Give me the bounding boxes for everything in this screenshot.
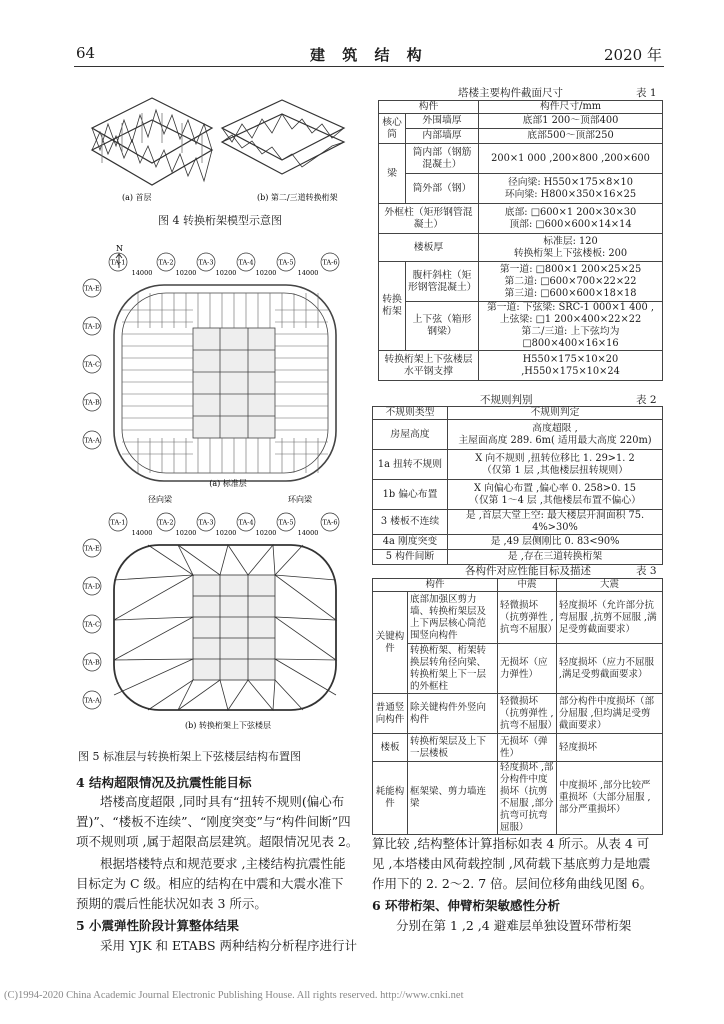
- t2-line: 高度超限 ,: [532, 422, 578, 434]
- axis-label: TA-E: [84, 284, 100, 293]
- t1-cell: 腹杆斜柱（矩形钢管混凝土）: [406, 262, 479, 302]
- t2-cell: 是 ,49 层侧刚比 0. 83<90%: [448, 535, 663, 550]
- t1-line: 第一道: □800×1 200×25×25: [499, 263, 642, 275]
- t2-line: X 向不规则 ,扭转位移比 1. 29>1. 2: [475, 452, 635, 464]
- t2-cell: 是 ,首层大堂上空: 最大楼层开洞面积 75. 4%>30%: [448, 510, 663, 535]
- table2-number: 表 2: [636, 394, 657, 406]
- axis-label: TA-A: [84, 436, 100, 445]
- axis-label: TA-D: [83, 582, 101, 591]
- t1-cell: 底部1 200～顶部400: [479, 114, 663, 129]
- t1-line: 径向梁: H550×175×8×10: [507, 176, 634, 188]
- dimension-label: 10200: [215, 269, 237, 277]
- t2-line: （仅第 1～4 层 ,其他楼层布置不偏心）: [469, 494, 641, 506]
- axis-label: TA-C: [84, 620, 100, 629]
- dimension-label: 10200: [255, 529, 277, 537]
- t3-cell: 中度损坏 ,部分比较严重损坏（大部分屈服 ,部分严重损坏）: [557, 762, 663, 835]
- fig5-sub-a: (a) 标准层: [209, 479, 247, 488]
- t1-cell: 梁: [379, 144, 406, 204]
- t3-cell: 无损坏（弹性）: [498, 734, 557, 762]
- p1-line: 置)”、“楼板不连续”、“刚度突变”与“构件间断”四: [76, 814, 351, 829]
- t1-line: 底部: □600×1 200×30×30: [504, 206, 637, 218]
- t2-cell: 5 构件间断: [373, 550, 448, 565]
- t3-cell: 耗能构件: [373, 762, 408, 835]
- figure5-caption: 图 5 标准层与转换桁架上下弦楼层结构布置图: [78, 750, 301, 763]
- t1-cell: H550×175×10×20 ,H550×175×10×24: [479, 351, 663, 381]
- t2-cell: 1b 偏心布置: [373, 480, 448, 510]
- t3-head: 大震: [557, 579, 663, 592]
- paragraph-3: 采用 YJK 和 ETABS 两种结构分析程序进行计: [100, 938, 358, 953]
- axis-label: TA-1: [110, 258, 126, 267]
- t1-line: 第二道: □600×700×22×22: [504, 275, 637, 287]
- journal-year: 2020 年: [604, 46, 662, 64]
- dimension-label: 14000: [131, 269, 153, 277]
- p2-line: 根据塔楼特点和规范要求 ,主楼结构抗震性能: [100, 856, 346, 871]
- dimension-label: 10200: [215, 529, 237, 537]
- truss-model-second-third: [222, 100, 344, 174]
- table1-title: 塔楼主要构件截面尺寸: [458, 87, 563, 99]
- axis-label: TA-B: [84, 658, 100, 667]
- t2-cell: 房屋高度: [373, 420, 448, 450]
- label-ring-beam: 环向梁: [288, 495, 312, 504]
- t3-cell: 轻度损坏: [557, 734, 663, 762]
- t2-cell: 4a 刚度突变: [373, 535, 448, 550]
- text-line: 算比较 ,结构整体计算指标如表 4 所示。从表 4 可: [372, 836, 650, 851]
- t3-head: 中震: [498, 579, 557, 592]
- north-arrow-label: N: [116, 244, 123, 253]
- dimension-label: 10200: [255, 269, 277, 277]
- fig5b-transfer-plan: [114, 545, 336, 710]
- fig5a-standard-plan: [114, 285, 336, 481]
- t3-cell: 转换桁架、桁架转换层转角径向梁、转换桁架上下一层的外框柱: [408, 644, 498, 694]
- table2-title: 不规则判别: [480, 394, 533, 406]
- text-line: 作用下的 2. 2～2. 7 倍。层间位移角曲线见图 6。: [372, 876, 653, 891]
- t1-cell: 上下弦（箱形钢梁）: [406, 302, 479, 351]
- t2-cell: 1a 扭转不规则: [373, 450, 448, 480]
- fig4-sub-a: (a) 首层: [122, 193, 152, 202]
- journal-name: 建 筑 结 构: [310, 46, 428, 64]
- table2-irregularity: [372, 406, 663, 565]
- t1-line: 第三道: □600×600×18×18: [504, 287, 637, 299]
- dimension-label: 10200: [175, 269, 197, 277]
- t1-cell: 转换桁架: [379, 262, 406, 351]
- fig4-sub-b: (b) 第二/三道转换桁架: [257, 193, 338, 202]
- t3-cell: 无损坏（应力弹性）: [498, 644, 557, 694]
- p1-line: 项不规则项 ,属于超限高层建筑。超限情况见表 2。: [76, 834, 359, 849]
- axis-label: TA-4: [238, 518, 254, 527]
- axis-label: TA-6: [322, 258, 338, 267]
- t1-cell: 筒内部（钢筋混凝土）: [406, 144, 479, 174]
- table3-performance-targets: [372, 578, 663, 835]
- axis-label: TA-A: [84, 696, 100, 705]
- t3-cell: 普通竖向构件: [373, 694, 408, 734]
- t3-cell: 关键构件: [373, 592, 408, 694]
- t1-cell: 核心筒: [379, 114, 406, 144]
- figure4-truss-models: [82, 88, 354, 203]
- t2-line: X 向偏心布置 ,偏心率 0. 258>0. 15: [473, 482, 637, 494]
- axis-label: TA-E: [84, 544, 100, 553]
- section-5-heading: 5 小震弹性阶段计算整体结果: [76, 918, 240, 933]
- figure4-caption: 图 4 转换桁架模型示意图: [158, 214, 282, 227]
- t3-cell: 底部加强区剪力墙、转换桁架层及上下两层核心筒范围竖向构件: [408, 592, 498, 644]
- t3-cell: 楼板: [373, 734, 408, 762]
- axis-label: TA-C: [84, 360, 100, 369]
- dimension-label: 14000: [297, 529, 319, 537]
- page-number: 64: [76, 44, 96, 62]
- axis-label: TA-D: [83, 322, 101, 331]
- p2-line: 目标定为 C 级。相应的结构在中震和大震水准下: [76, 876, 344, 891]
- t2-line: （仅第 1 层 ,其他楼层扭转规则）: [481, 464, 629, 476]
- axis-label: TA-6: [322, 518, 338, 527]
- figure5-floor-plans: [78, 240, 354, 740]
- t3-cell: 转换桁架层及上下一层楼板: [408, 734, 498, 762]
- t1-cell: 楼板厚: [379, 234, 479, 262]
- t1-line: 第一道: 下弦梁: SRC-1 000×1 400 ,: [486, 302, 655, 313]
- text-line: 见 ,本塔楼由风荷载控制 ,风荷载下基底剪力是地震: [372, 856, 651, 871]
- t3-cell: 框架梁、剪力墙连梁: [408, 762, 498, 835]
- axis-label: TA-1: [110, 518, 126, 527]
- axis-label: TA-4: [238, 258, 254, 267]
- t1-cell: 内部墙厚: [406, 129, 479, 144]
- truss-model-first-floor: [92, 98, 212, 185]
- t1-cell: 底部500～顶部250: [479, 129, 663, 144]
- paragraph-6-start: 分别在第 1 ,2 ,4 避难层单独设置环带桁架: [396, 918, 632, 933]
- t3-cell: 轻微损坏（抗剪弹性 ,抗弯不屈服）: [498, 694, 557, 734]
- t1-line: 环向梁: H800×350×16×25: [504, 188, 637, 200]
- t2-head: 不规则类型: [373, 407, 448, 420]
- axis-label: TA-3: [198, 518, 214, 527]
- axis-label: TA-5: [278, 258, 294, 267]
- table3-title: 各构件对应性能目标及描述: [465, 565, 591, 577]
- t1-head: 构件尺寸/mm: [479, 101, 663, 114]
- paragraph-1: [76, 792, 366, 852]
- dimension-label: 14000: [297, 269, 319, 277]
- fig5-sub-b: (b) 转换桁架上下弦楼层: [185, 721, 271, 730]
- section-4-heading: 4 结构超限情况及抗震性能目标: [76, 775, 252, 790]
- axis-label: TA-3: [198, 258, 214, 267]
- t1-line: 转换桁架上下弦楼板: 200: [513, 247, 628, 259]
- p1-line: 塔楼高度超限 ,同时具有“扭转不规则(偏心布: [100, 794, 345, 809]
- t3-cell: 除关键构件外竖向构件: [408, 694, 498, 734]
- paragraph-2: [76, 854, 366, 914]
- t1-cell: 外围墙厚: [406, 114, 479, 129]
- t1-cell: 外框柱（矩形钢管混凝土）: [379, 204, 479, 234]
- t2-line: 主屋面高度 289. 6m( 适用最大高度 220m): [458, 434, 652, 446]
- dimension-label: 14000: [131, 529, 153, 537]
- t1-line: 顶部: □600×600×14×14: [509, 218, 632, 230]
- axis-label: TA-B: [84, 398, 100, 407]
- axis-label: TA-2: [158, 258, 174, 267]
- t1-line: 上弦梁: □1 200×400×22×22: [499, 314, 642, 325]
- t3-cell: 轻度损坏 ,部分构件中度损坏（抗剪不屈服 ,部分抗弯可抗弯屈服）: [498, 762, 557, 835]
- t2-head: 不规则判定: [448, 407, 663, 420]
- table3-number: 表 3: [636, 565, 657, 577]
- t2-cell: 是 ,存在三道转换桁架: [448, 550, 663, 565]
- axis-label: TA-5: [278, 518, 294, 527]
- t1-cell: 转换桁架上下弦楼层水平钢支撑: [379, 351, 479, 381]
- t3-cell: 部分构件中度损坏（部分屈服 ,但均满足受剪截面要求）: [557, 694, 663, 734]
- t1-head: 构件: [379, 101, 479, 114]
- dimension-label: 10200: [175, 529, 197, 537]
- t1-cell: 200×1 000 ,200×800 ,200×600: [479, 144, 663, 174]
- section-6-heading: 6 环带桁架、伸臂桁架敏感性分析: [372, 898, 561, 913]
- t1-cell: 筒外部（钢）: [406, 174, 479, 204]
- t2-cell: 3 楼板不连续: [373, 510, 448, 535]
- table1-number: 表 1: [636, 87, 657, 99]
- header-rule: [74, 66, 664, 67]
- table1-section-sizes: [378, 100, 663, 381]
- p2-line: 预期的震后性能状况如表 3 所示。: [76, 896, 267, 911]
- t3-cell: 轻度损坏（应力不屈服 ,满足受剪截面要求）: [557, 644, 663, 694]
- right-column-text: [372, 834, 664, 894]
- t3-head: 构件: [373, 579, 498, 592]
- axis-label: TA-2: [158, 518, 174, 527]
- t1-line: 标准层: 120: [543, 235, 598, 247]
- label-radial-beam: 径向梁: [148, 495, 172, 504]
- copyright-footer: (C)1994-2020 China Academic Journal Electronic Publishing House. All rights reserved. http://www.cnki.net: [4, 990, 464, 1001]
- t3-cell: 轻微损坏（抗剪弹性 ,抗弯不屈服）: [498, 592, 557, 644]
- t3-cell: 轻度损坏（允许部分抗弯屈服 ,抗剪不屈服 ,满足受剪截面要求）: [557, 592, 663, 644]
- t1-line: 第二/三道: 上下弦均为 □800×400×16×16: [521, 326, 620, 349]
